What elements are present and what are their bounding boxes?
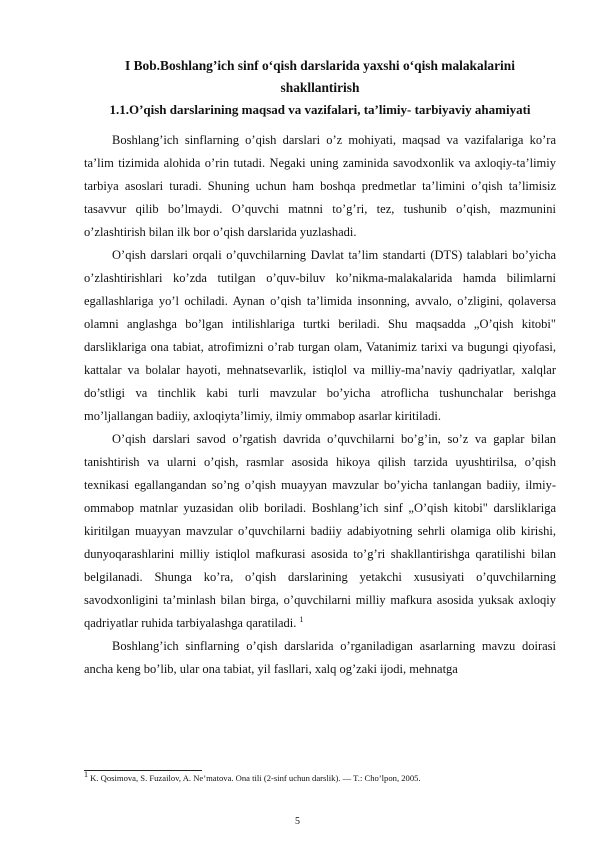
- footnote: [84, 772, 556, 784]
- paragraph: Boshlang’ich sinflarning o’qish darslarida o’rganiladigan asarlarning mavzu doirasi ancha keng bo’lib, ular ona tabiat, yil fasllari, xalq og’zaki ijodi, mehnatga: [84, 639, 556, 676]
- section-title: 1.1.O’qish darslarining maqsad va vazifalari, ta’limiy- tarbiyaviy ahamiyati: [109, 102, 531, 117]
- chapter-title: I Bob.Boshlang’ich sinf o‘qish darslarida yaxshi o‘qish malakalarini shakllantirish: [125, 58, 515, 95]
- footnote-mark: 1: [84, 770, 88, 780]
- paragraph-text: O’qish darslari savod o’rgatish davrida o’quvchilarni bo’g’in, so’z va gaplar bilan tanishtirish va ularni o’qish, rasmlar asosida hikoya qilish tarzida uyushtirilsa, o’qish texnikasi egallangandan so’ng o’qish muayyan mavzular bo’yicha tanlangan badiiy, ilmiy-ommabop matnlar yuzasidan olib boriladi. Boshlang’ich sinf „O’qish kitobi" darsliklariga kiritilgan muayyan mavzular o’quvchilarni badiiy adabiyotning sehrli olamiga olib kirishi, dunyoqarashlarini milliy istiqlol mafkurasi asosida to’g’ri shakllantirishga qaratilishi bilan belgilanadi. Shunga ko’ra, o’qish darslarining yetakchi xususiyati o’quvchilarning savodxonligini ta’minlash bilan birga, o’quvchilarni milliy mafkura asosida yuksak axloqiy qadriyatlar ruhida tarbiyalashga qaratiladi.: [84, 432, 556, 630]
- footnote-reference[interactable]: 1: [299, 614, 304, 624]
- footnote-text: K. Qosimova, S. Fuzailov, A. Ne’matova. Ona tili (2-sinf uchun darslik). — T.: Cho’lpon, 2005.: [90, 773, 421, 783]
- body-text: [84, 129, 556, 681]
- page-number: 5: [295, 816, 300, 827]
- paragraph: [84, 428, 556, 635]
- paragraph: O’qish darslari orqali o’quvchilarning Davlat ta’lim standarti (DTS) talablari bo’yicha o’zlashtirishlari ko’zda tutilgan o’quv-biluv ko’nikma-malakalarida hamda bilimlarni egallashlariga yo’l ochiladi. Aynan o’qish ta’limida insonning, avvalo, o’zligini, qolaversa olamni anglashga bo’lgan intilishlariga turtki beriladi. Shu maqsadda „O’qish kitobi" darsliklariga ona tabiat, atrofimizni o’rab turgan olam, Vatanimiz tarixi va bugungi qiyofasi, kattalar va bolalar hayoti, mehnatsevarlik, istiqlol va milliy-ma’naviy qadriyatlar, xalqlar do’stligi va tinchlik kabi turli mavzular bo’yicha atroflicha tushunchalar berishga mo’ljallangan badiiy, axloqiyta’limiy, ilmiy ommabop asarlar kiritiladi.: [84, 248, 556, 423]
- footnote-divider: [84, 770, 202, 771]
- paragraph: Boshlang’ich sinflarning o’qish darslari o’z mohiyati, maqsad va vazifalariga ko’ra ta’lim tizimida alohida o’rin tutadi. Negaki uning zaminida savodxonlik va axloqiy-ta’limiy tarbiya asoslari turadi. Shuning uchun ham boshqa predmetlar ta’limini o’qish ta’limisiz tasavvur qilib bo’lmaydi. O’quvchi matnni to’g’ri, tez, tushunib o’qish, mazmunini o’zlashtirish bilan ilk bor o’qish darslarida yuzlashadi.: [84, 133, 556, 239]
